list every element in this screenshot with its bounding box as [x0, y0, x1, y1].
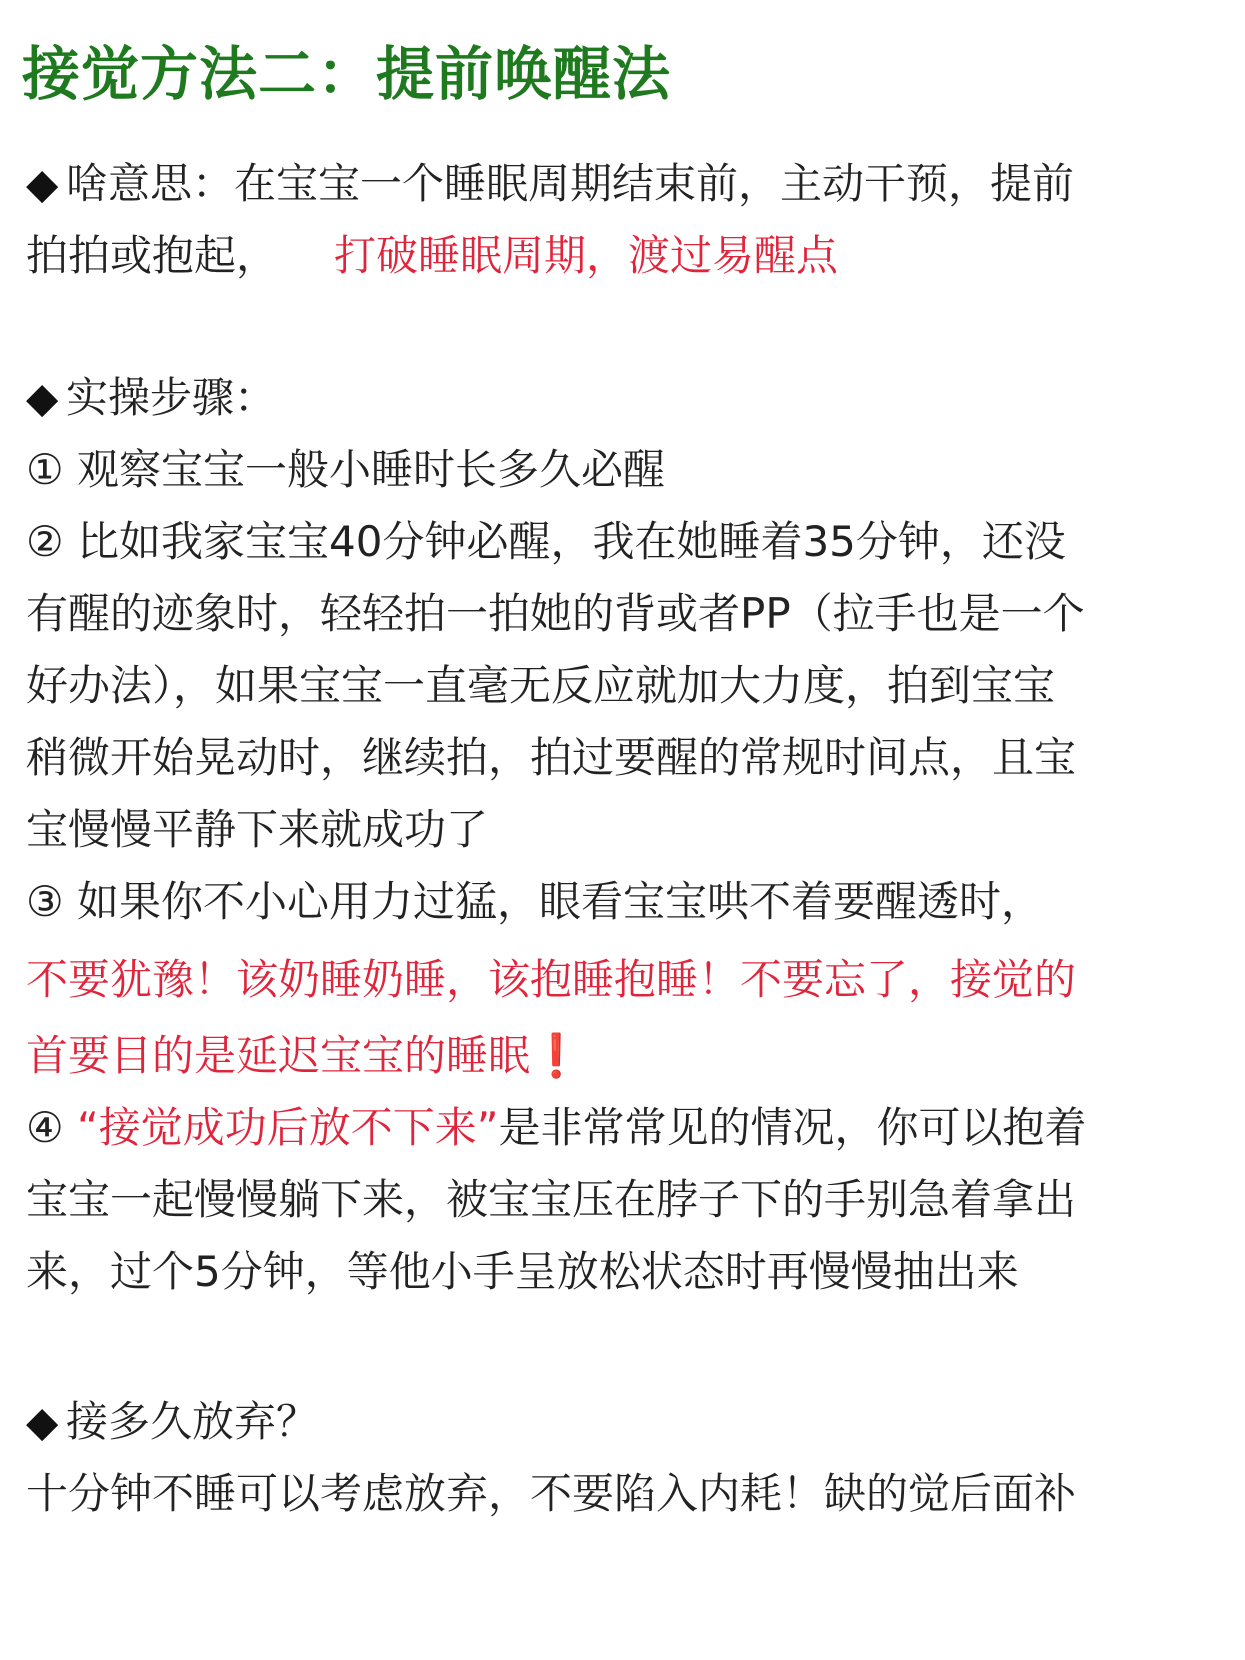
- step-2-line-3: 好办法），如果宝宝一直毫无反应就加大力度，拍到宝宝: [26, 661, 1056, 710]
- step-4-line-1: [26, 1092, 1231, 1164]
- meaning-line-2: [26, 220, 1231, 292]
- meaning-highlight: 打破睡眠周期，渡过易醒点: [334, 231, 839, 280]
- step-3-red-line-2: [26, 1018, 1231, 1094]
- page-title: 接觉方法二：提前唤醒法: [22, 40, 672, 108]
- step-4-prefix: ④: [26, 1103, 78, 1152]
- step-3-line-1: ③ 如果你不小心用力过猛，眼看宝宝哄不着要醒透时，: [26, 877, 1044, 926]
- step-3-warning: [26, 942, 1231, 1094]
- giveup-text: 十分钟不睡可以考虑放弃，不要陷入内耗！缺的觉后面补: [26, 1469, 1077, 1518]
- meaning-section: [26, 148, 1231, 292]
- diamond-bullet-icon: ◆: [26, 373, 59, 422]
- diamond-bullet-icon: ◆: [26, 159, 59, 208]
- step-4-section: [26, 1092, 1231, 1308]
- giveup-section: [26, 1386, 1231, 1530]
- steps-heading: [26, 362, 1231, 434]
- step-2-line-5: 宝慢慢平静下来就成功了: [26, 805, 489, 854]
- meaning-label: 啥意思：: [66, 159, 235, 208]
- meaning-line-1: [26, 148, 1231, 220]
- step-2-line-4: 稍微开始晃动时，继续拍，拍过要醒的常规时间点，且宝: [26, 733, 1077, 782]
- steps-section: [26, 362, 1231, 938]
- step-4-rest: 是非常常见的情况，你可以抱着: [498, 1103, 1087, 1152]
- step-1: ① 观察宝宝一般小睡时长多久必醒: [26, 445, 666, 494]
- giveup-heading: [26, 1386, 1231, 1458]
- giveup-label: 接多久放弃？: [66, 1397, 319, 1446]
- step-4-line-2: 宝宝一起慢慢躺下来，被宝宝压在脖子下的手别急着拿出: [26, 1175, 1077, 1224]
- meaning-text-2: 拍拍或抱起，: [26, 231, 279, 280]
- step-2-line-1: ② 比如我家宝宝40分钟必醒，我在她睡着35分钟，还没: [26, 517, 1066, 566]
- exclamation-icon: ❗: [530, 1031, 583, 1080]
- steps-label: 实操步骤：: [66, 373, 277, 422]
- step-2-line-2: 有醒的迹象时，轻轻拍一拍她的背或者PP（拉手也是一个: [26, 589, 1085, 638]
- meaning-text-1: 在宝宝一个睡眠周期结束前，主动干预，提前: [234, 159, 1075, 208]
- diamond-bullet-icon: ◆: [26, 1397, 59, 1446]
- step-4-line-3: 来，过个5分钟，等他小手呈放松状态时再慢慢抽出来: [26, 1247, 1019, 1296]
- step-3-red-text-2: 首要目的是延迟宝宝的睡眠: [26, 1031, 531, 1080]
- step-4-quote: “接觉成功后放不下来”: [77, 1103, 499, 1152]
- step-3-red-line-1: 不要犹豫！该奶睡奶睡，该抱睡抱睡！不要忘了，接觉的: [26, 955, 1077, 1004]
